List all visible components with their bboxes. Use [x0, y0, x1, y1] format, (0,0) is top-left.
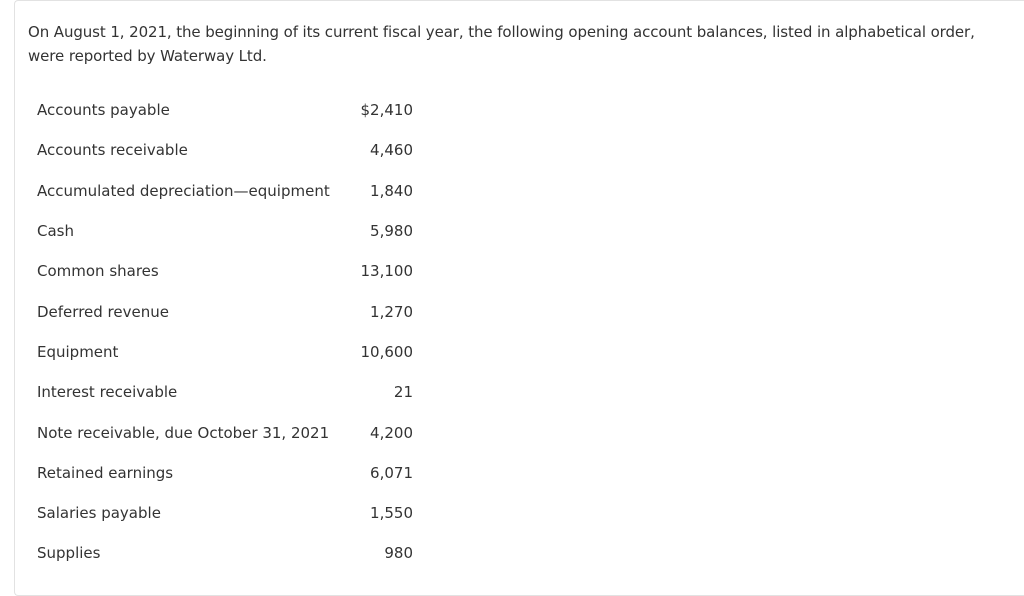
- account-amount: 1,270: [370, 302, 413, 321]
- account-balances-table: [37, 90, 427, 574]
- account-amount: 21: [393, 383, 413, 402]
- account-name: Retained earnings: [37, 463, 174, 482]
- account-name: Deferred revenue: [37, 302, 169, 321]
- table-row: [37, 453, 427, 493]
- table-row: [37, 171, 427, 211]
- table-row: [37, 130, 427, 170]
- account-amount: 1,840: [370, 181, 413, 200]
- account-name: Supplies: [37, 544, 101, 563]
- account-amount: 5,980: [370, 222, 413, 241]
- account-amount: $2,410: [360, 101, 413, 120]
- account-name: Salaries payable: [37, 504, 161, 523]
- table-row: [37, 211, 427, 251]
- account-amount: 13,100: [360, 262, 413, 281]
- account-amount: 1,550: [370, 504, 413, 523]
- account-amount: 4,200: [370, 423, 413, 442]
- account-amount: 6,071: [370, 463, 413, 482]
- account-name: Equipment: [37, 342, 119, 361]
- account-name: Note receivable, due October 31, 2021: [37, 423, 330, 442]
- table-row: [37, 251, 427, 291]
- account-amount: 4,460: [370, 141, 413, 160]
- table-row: [37, 412, 427, 452]
- table-row: [37, 291, 427, 331]
- account-name: Accounts payable: [37, 101, 170, 120]
- account-amount: 10,600: [360, 342, 413, 361]
- account-name: Cash: [37, 222, 74, 241]
- account-name: Accounts receivable: [37, 141, 188, 160]
- table-row: [37, 372, 427, 412]
- question-intro: On August 1, 2021, the beginning of its current fiscal year, the following opening account balances, listed in alphabetical order, were reported by Waterway Ltd.: [28, 23, 975, 65]
- table-row: [37, 533, 427, 573]
- account-name: Accumulated depreciation—equipment: [37, 181, 330, 200]
- table-row: [37, 493, 427, 533]
- account-name: Common shares: [37, 262, 159, 281]
- account-name: Interest receivable: [37, 383, 178, 402]
- table-row: [37, 90, 427, 130]
- table-row: [37, 332, 427, 372]
- account-amount: 980: [384, 544, 413, 563]
